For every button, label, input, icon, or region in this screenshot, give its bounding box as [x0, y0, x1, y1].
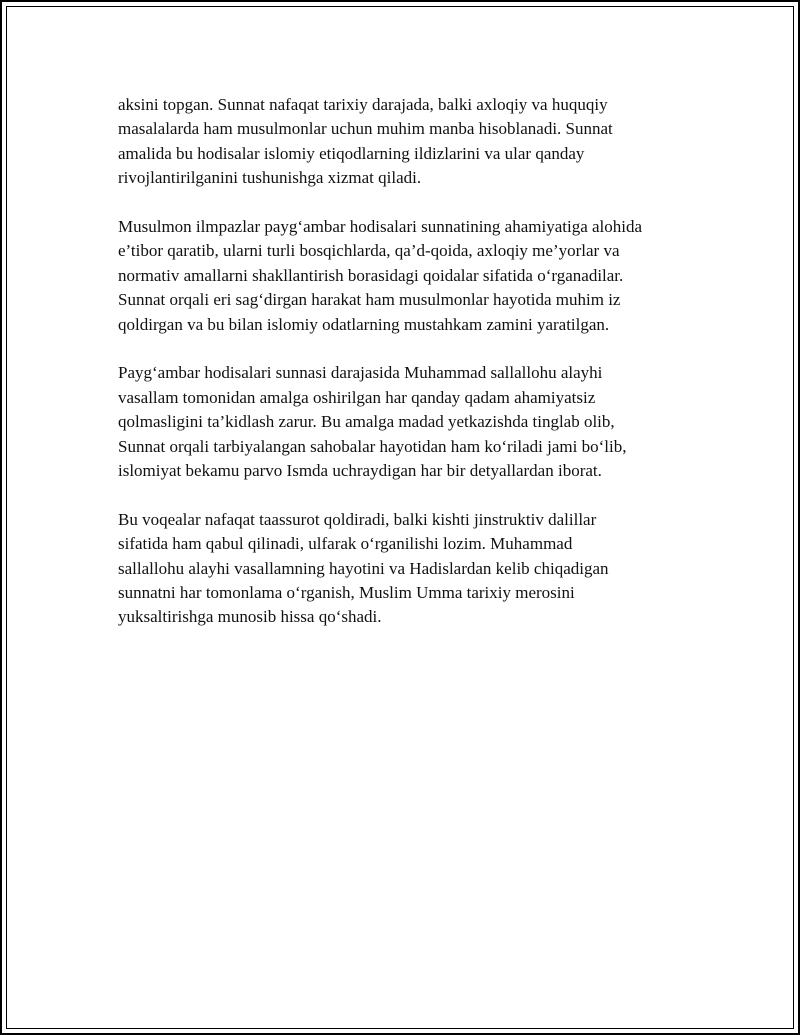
- text-line: Payg‘ambar hodisalari sunnasi darajasida Muhammad sallallohu alayhi: [118, 363, 603, 383]
- text-line: rivojlantirilganini tushunishga xizmat qiladi.: [118, 168, 422, 188]
- text-line: sunnatni har tomonlama o‘rganish, Muslim Umma tarixiy merosini: [118, 583, 575, 603]
- text-line: sallallohu alayhi vasallamning hayotini va Hadislardan kelib chiqadigan: [118, 558, 609, 578]
- text-line: Sunnat orqali tarbiyalangan sahobalar hayotidan ham ko‘riladi jami bo‘lib,: [118, 436, 627, 456]
- text-line: yuksaltirishga munosib hissa qo‘shadi.: [118, 607, 382, 627]
- text-line: aksini topgan. Sunnat nafaqat tarixiy darajada, balki axloqiy va huquqiy: [118, 95, 608, 114]
- text-line: amalida bu hodisalar islomiy etiqodlarning ildizlarini va ular qanday: [118, 143, 585, 163]
- text-line: islomiyat bekamu parvo Ismda uchraydigan har bir detyallardan iborat.: [118, 461, 602, 481]
- paragraph-3: [118, 361, 698, 483]
- text-line: sifatida ham qabul qilinadi, ulfarak o‘rganilishi lozim. Muhammad: [118, 534, 573, 554]
- paragraph-4: [118, 508, 698, 630]
- text-line: qoldirgan va bu bilan islomiy odatlarning mustahkam zamini yaratilgan.: [118, 314, 610, 334]
- text-line: Bu voqealar nafaqat taassurot qoldiradi, balki kishti jinstruktiv dalillar: [118, 509, 597, 529]
- paragraph-2: [118, 215, 698, 337]
- text-line: e’tibor qaratib, ularni turli bosqichlarda, qa’d-qoida, axloqiy me’yorlar va: [118, 241, 620, 261]
- document-body: [118, 93, 698, 654]
- text-line: Musulmon ilmpazlar payg‘ambar hodisalari sunnatining ahamiyatiga alohida: [118, 217, 643, 237]
- text-line: normativ amallarni shakllantirish borasidagi qoidalar sifatida o‘rganadilar.: [118, 265, 624, 285]
- paragraph-1: [118, 93, 698, 191]
- text-line: Sunnat orqali eri sag‘dirgan harakat ham musulmonlar hayotida muhim iz: [118, 290, 621, 310]
- text-line: qolmasligini ta’kidlash zarur. Bu amalga madad yetkazishda tinglab olib,: [118, 412, 615, 432]
- text-line: masalalarda ham musulmonlar uchun muhim manba hisoblanadi. Sunnat: [118, 119, 613, 139]
- text-line: vasallam tomonidan amalga oshirilgan har qanday qadam ahamiyatsiz: [118, 387, 596, 407]
